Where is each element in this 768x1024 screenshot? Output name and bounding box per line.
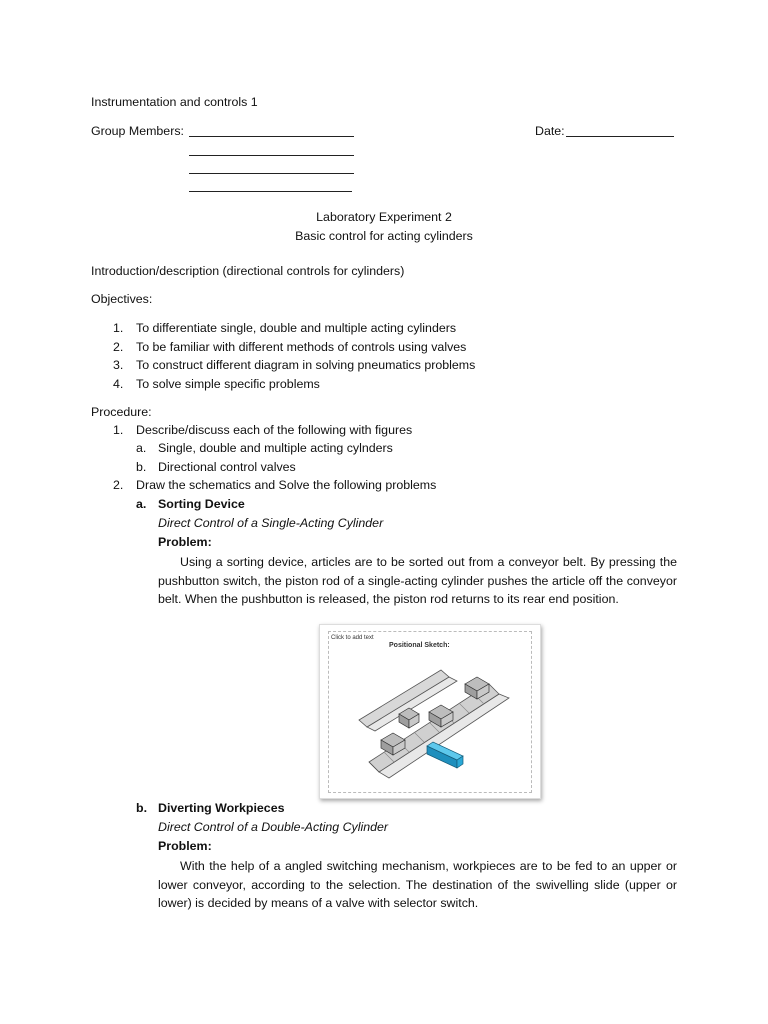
figure-caption: Positional Sketch: [389,642,450,649]
objective-text: To construct different diagram in solving pneumatics problems [136,358,476,372]
member-line-1[interactable] [189,125,354,137]
step-num: 2. [113,478,124,492]
problem-b-letter: b. [136,801,148,815]
problem-b-subtitle: Direct Control of a Double-Acting Cylinder [158,820,389,834]
procedure-heading: Procedure: [91,405,152,419]
objective-num: 4. [113,377,124,391]
member-line-4[interactable] [189,180,352,192]
objective-text: To solve simple specific problems [136,377,320,391]
problem-b-title: Diverting Workpieces [158,801,285,815]
step-text: Describe/discuss each of the following with figures [136,423,413,437]
problem-a-label: Problem: [158,535,212,549]
date-label: Date: [535,124,565,138]
sub-text: Directional control valves [158,460,296,474]
cylinder-icon [427,742,463,768]
member-line-2[interactable] [189,144,354,156]
member-line-3[interactable] [189,162,354,174]
experiment-number: Laboratory Experiment 2 [316,210,452,224]
step-num: 1. [113,423,124,437]
objective-text: To differentiate single, double and multiple acting cylinders [136,321,457,335]
problem-a-subtitle: Direct Control of a Single-Acting Cylinder [158,516,384,530]
objective-text: To be familiar with different methods of controls using valves [136,340,467,354]
objective-num: 2. [113,340,124,354]
sub-text: Single, double and multiple acting cylnders [158,441,393,455]
problem-b-body: With the help of a angled switching mechanism, workpieces are to be fed to an upper or lower conveyor, according to the selection. The destination of the swivelling slide (upper or lower) is decided by means of a valve with selector switch. [158,859,677,910]
sub-letter: a. [136,441,147,455]
click-to-add-text[interactable]: Click to add text [331,635,374,641]
experiment-subtitle: Basic control for acting cylinders [295,229,473,243]
sub-letter: b. [136,460,147,474]
objective-num: 3. [113,358,124,372]
problem-b-label: Problem: [158,839,212,853]
problem-a-title: Sorting Device [158,497,245,511]
date-line[interactable] [566,125,674,137]
problem-a-letter: a. [136,497,147,511]
intro-line: Introduction/description (directional controls for cylinders) [91,264,405,278]
step-text: Draw the schematics and Solve the following problems [136,478,437,492]
figure-frame[interactable] [328,631,532,793]
course-title: Instrumentation and controls 1 [91,95,258,109]
group-members-label: Group Members: [91,124,184,138]
objective-num: 1. [113,321,124,335]
problem-a-body: Using a sorting device, articles are to be sorted out from a conveyor belt. By pressing the pushbutton switch, the piston rod of a single-acting cylinder pushes the article off the conveyor belt. When the pushbutton is released, the piston rod returns to its rear end position. [158,555,677,606]
objectives-heading: Objectives: [91,292,153,306]
positional-sketch-figure [319,624,541,799]
conveyor-sketch [329,632,531,792]
